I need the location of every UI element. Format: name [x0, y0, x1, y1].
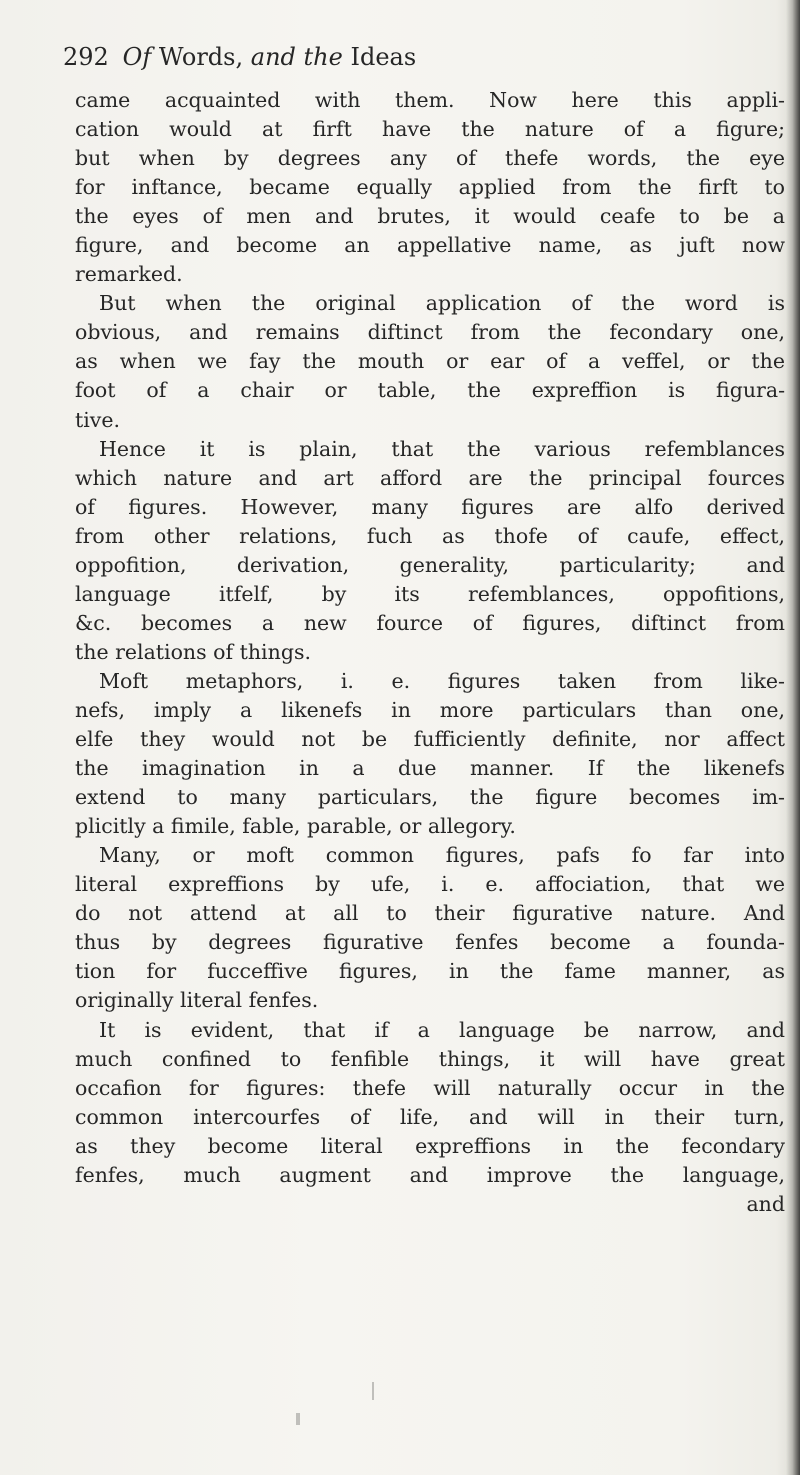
text-line: figure, and become an appellative name, as juft now: [75, 233, 785, 258]
text-line: Moft metaphors, i. e. figures taken from like-: [99, 668, 785, 693]
text-line: do not attend at all to their figurative nature. And: [75, 901, 785, 926]
text-line: the eyes of men and brutes, it would ceafe to be a: [75, 204, 785, 229]
text-line: elfe they would not be fufficiently definite, nor affect: [75, 727, 785, 752]
text-line: tive.: [75, 407, 121, 432]
text-line: the relations of things.: [75, 639, 311, 664]
catchword: and: [746, 1191, 785, 1216]
text-line: as when we fay the mouth or ear of a veffel, or the: [75, 349, 785, 374]
text-line: Many, or moft common figures, pafs fo far into: [99, 843, 785, 868]
running-title-words: Words,: [158, 43, 244, 71]
text-line: foot of a chair or table, the expreffion is figura-: [75, 378, 785, 403]
text-line: cation would at firft have the nature of a figure;: [75, 117, 785, 142]
page-edge-shadow: [786, 0, 800, 1475]
text-line: literal expreffions by ufe, i. e. affociation, that we: [75, 872, 785, 897]
text-line: much confined to fenfible things, it will have great: [75, 1046, 785, 1071]
text-line: It is evident, that if a language be narrow, and: [99, 1017, 785, 1042]
text-line: language itfelf, by its refemblances, oppofitions,: [75, 581, 785, 606]
running-title-of: Of: [122, 43, 152, 71]
text-line: nefs, imply a likenefs in more particulars than one,: [75, 697, 785, 722]
text-line: came acquainted with them. Now here this appli-: [75, 88, 785, 112]
text-line: fenfes, much augment and improve the language,: [75, 1162, 785, 1187]
running-title-and-the: and the: [250, 43, 343, 71]
text-line: of figures. However, many figures are alfo derived: [75, 494, 785, 519]
text-line: thus by degrees figurative fenfes become a founda-: [75, 930, 785, 955]
text-line: which nature and art afford are the principal fources: [75, 465, 785, 490]
ink-speck: [296, 1413, 300, 1425]
text-line: as they become literal expreffions in the fecondary: [75, 1133, 785, 1158]
text-line: &c. becomes a new fource of figures, diftinct from: [75, 610, 785, 635]
body-text: [75, 86, 785, 1219]
page-number: 292: [63, 43, 109, 71]
running-title-ideas: Ideas: [350, 43, 417, 71]
text-line: remarked.: [75, 262, 183, 287]
text-line: from other relations, fuch as thofe of caufe, effect,: [75, 523, 785, 548]
text-line: Hence it is plain, that the various refemblances: [99, 436, 785, 461]
text-line: plicitly a fimile, fable, parable, or allegory.: [75, 814, 516, 839]
text-line: for inftance, became equally applied from the firft to: [75, 175, 785, 200]
text-line: originally literal fenfes.: [75, 988, 319, 1013]
text-line: tion for fucceffive figures, in the fame manner, as: [75, 959, 785, 984]
text-line: the imagination in a due manner. If the likenefs: [75, 756, 785, 781]
text-line: occafion for figures: thefe will naturally occur in the: [75, 1075, 785, 1100]
text-line: common intercourfes of life, and will in their turn,: [75, 1104, 785, 1129]
text-line: oppofition, derivation, generality, particularity; and: [75, 552, 785, 577]
ink-speck: [372, 1382, 374, 1400]
running-head: [63, 43, 663, 79]
running-title: [123, 43, 417, 71]
text-line: but when by degrees any of thefe words, the eye: [75, 146, 785, 171]
text-line: But when the original application of the word is: [99, 291, 785, 316]
text-line: obvious, and remains diftinct from the fecondary one,: [75, 320, 785, 345]
text-line: extend to many particulars, the figure becomes im-: [75, 785, 785, 810]
